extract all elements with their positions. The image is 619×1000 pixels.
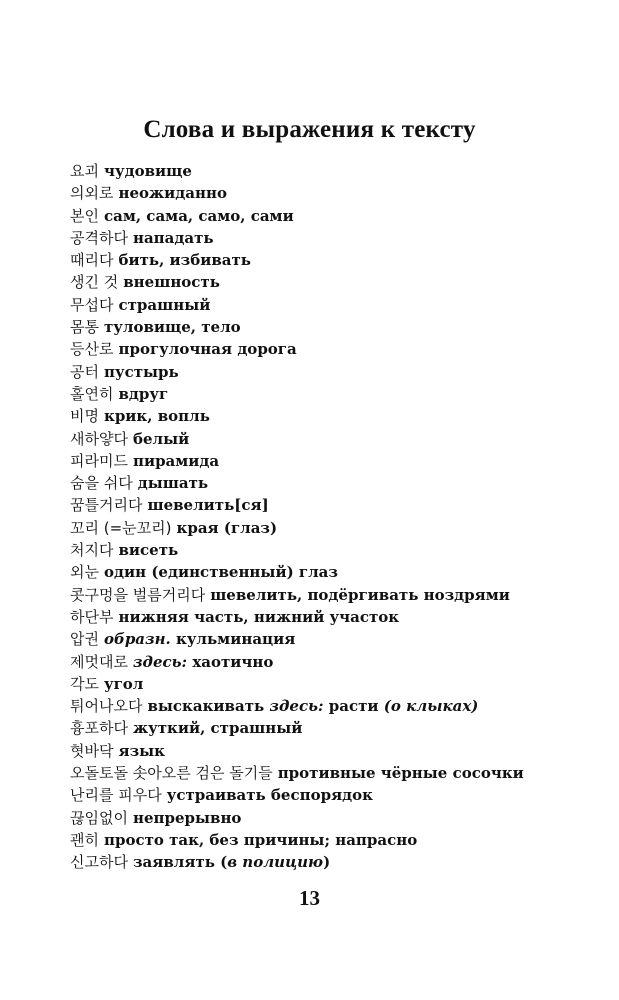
korean-term: 신고하다 xyxy=(70,853,128,872)
russian-translation: выскакивать xyxy=(147,697,270,716)
vocab-entry xyxy=(70,517,610,539)
vocab-entry xyxy=(70,428,610,450)
vocab-entry xyxy=(70,717,610,739)
vocab-entry xyxy=(70,628,610,650)
korean-term: 흉포하다 xyxy=(70,719,128,738)
korean-term: 새하얗다 xyxy=(70,429,128,448)
russian-translation: неожиданно xyxy=(118,184,227,203)
translation-note: здесь: xyxy=(269,697,324,716)
korean-term: 무섭다 xyxy=(70,295,114,314)
translation-note: образн. xyxy=(103,630,171,649)
vocab-entry xyxy=(70,561,610,583)
russian-translation: нижняя часть, нижний участок xyxy=(118,607,400,626)
korean-term: 오돌토돌 솟아오른 검은 돌기들 xyxy=(70,764,273,783)
korean-term: 콧구멍을 벌름거리다 xyxy=(70,585,206,604)
russian-translation: просто так, без причины; напрасно xyxy=(103,830,418,849)
vocab-entry xyxy=(70,271,610,293)
korean-term: 의외로 xyxy=(70,184,114,203)
page-number: 13 xyxy=(299,886,320,910)
russian-translation: белый xyxy=(132,429,190,448)
vocab-entry xyxy=(70,651,610,673)
korean-term: 하단부 xyxy=(70,607,114,626)
vocab-entry xyxy=(70,182,610,204)
vocab-entry xyxy=(70,762,610,784)
korean-term: 혓바닥 xyxy=(70,741,114,760)
russian-translation: хаотично xyxy=(187,652,274,671)
korean-term: 생긴 것 xyxy=(70,273,119,292)
korean-term: 홀연히 xyxy=(70,384,114,403)
vocab-entry xyxy=(70,673,610,695)
russian-translation: сам, сама, само, сами xyxy=(103,206,294,225)
vocab-entry xyxy=(70,405,610,427)
vocab-entry xyxy=(70,584,610,606)
korean-term: 각도 xyxy=(70,674,99,693)
vocabulary-list xyxy=(70,160,610,874)
russian-translation: дышать xyxy=(137,474,209,493)
vocab-entry xyxy=(70,205,610,227)
korean-term: 제멋대로 xyxy=(70,652,128,671)
vocab-entry xyxy=(70,472,610,494)
vocab-entry xyxy=(70,450,610,472)
russian-translation: пустырь xyxy=(103,362,179,381)
korean-term: 공터 xyxy=(70,362,99,381)
vocab-entry xyxy=(70,851,610,873)
vocab-entry xyxy=(70,361,610,383)
russian-translation: нападать xyxy=(132,228,214,247)
russian-translation: прогулочная дорога xyxy=(118,340,297,359)
russian-translation: противные чёрные сосочки xyxy=(277,764,524,783)
russian-translation: висеть xyxy=(118,541,179,560)
vocab-entry xyxy=(70,227,610,249)
vocab-entry xyxy=(70,294,610,316)
korean-term: 몸통 xyxy=(70,318,99,337)
translation-note: (о клыках) xyxy=(383,697,479,716)
russian-translation: шевелить[ся] xyxy=(147,496,269,515)
translation-note: в полицию xyxy=(227,853,324,872)
korean-term: 처지다 xyxy=(70,541,114,560)
russian-translation: заявлять ( xyxy=(132,853,228,872)
russian-translation: крик, вопль xyxy=(103,407,210,426)
korean-term: 끊임없이 xyxy=(70,808,128,827)
russian-translation: пирамида xyxy=(132,451,220,470)
russian-translation: жуткий, страшный xyxy=(132,719,303,738)
korean-term: 압권 xyxy=(70,630,99,649)
russian-translation: один (единственный) глаз xyxy=(103,563,338,582)
vocab-entry xyxy=(70,695,610,717)
korean-term: 요괴 xyxy=(70,162,99,180)
korean-term: 때리다 xyxy=(70,251,114,270)
korean-term: 꿈틀거리다 xyxy=(70,496,143,515)
russian-translation: ) xyxy=(323,853,331,872)
korean-term: 비명 xyxy=(70,407,99,426)
vocab-entry xyxy=(70,494,610,516)
russian-translation: вдруг xyxy=(118,384,169,403)
vocab-entry xyxy=(70,606,610,628)
vocab-entry xyxy=(70,316,610,338)
korean-term: 튀어나오다 xyxy=(70,697,143,716)
korean-term: 괜히 xyxy=(70,830,99,849)
korean-term: 피라미드 xyxy=(70,451,128,470)
russian-translation: расти xyxy=(323,697,384,716)
russian-translation: чудовище xyxy=(103,162,192,180)
russian-translation: кульминация xyxy=(170,630,296,649)
vocab-entry xyxy=(70,160,610,182)
russian-translation: язык xyxy=(118,741,166,760)
russian-translation: шевелить, подёргивать ноздрями xyxy=(210,585,510,604)
russian-translation: края (глаз) xyxy=(176,518,278,537)
vocab-entry xyxy=(70,784,610,806)
translation-note: здесь: xyxy=(132,652,188,671)
korean-term: 공격하다 xyxy=(70,228,128,247)
russian-translation: бить, избивать xyxy=(118,251,251,270)
vocab-entry xyxy=(70,807,610,829)
russian-translation: страшный xyxy=(118,295,211,314)
korean-term: 외눈 xyxy=(70,563,99,582)
russian-translation: устраивать беспорядок xyxy=(166,786,373,805)
korean-term: 숨을 쉬다 xyxy=(70,474,133,493)
russian-translation: внешность xyxy=(123,273,220,292)
page-title: Слова и выражения к тексту xyxy=(143,116,476,143)
korean-term: 난리를 피우다 xyxy=(70,786,162,805)
vocab-entry xyxy=(70,829,610,851)
russian-translation: угол xyxy=(103,674,144,693)
vocab-entry xyxy=(70,539,610,561)
korean-term: 등산로 xyxy=(70,340,114,359)
russian-translation: непрерывно xyxy=(132,808,242,827)
korean-term: 본인 xyxy=(70,206,99,225)
vocab-entry xyxy=(70,740,610,762)
russian-translation: туловище, тело xyxy=(103,318,241,337)
vocab-entry xyxy=(70,338,610,360)
vocab-entry xyxy=(70,249,610,271)
korean-term: 꼬리 (=눈꼬리) xyxy=(70,518,172,537)
vocab-entry xyxy=(70,383,610,405)
